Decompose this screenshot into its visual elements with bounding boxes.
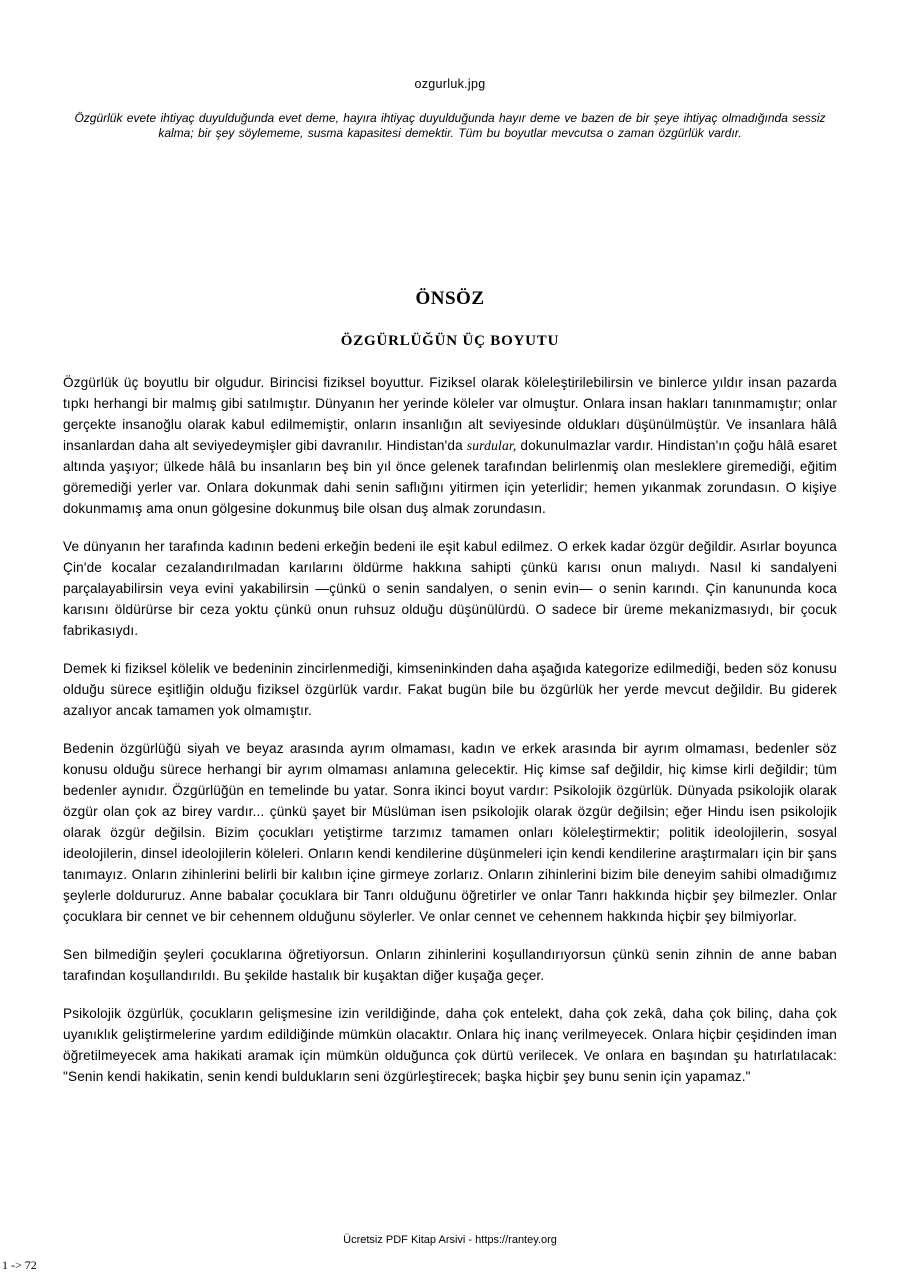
image-caption: ozgurluk.jpg xyxy=(414,77,486,91)
paragraph-1-before: Özgürlük üç boyutlu bir olgudur. Birincisi fiziksel boyuttur. Fiziksel olarak köleleştirilebilirsin ve binlerce yıldır insan pazarda tıpkı herhangi bir malmış gibi satılmıştır. Dünyanın her yerinde köleler var olmuştur. Onlara insan hakları tanınmamıştır; onlar gerçekte insanoğlu olarak kabul edilmemiştir, onların insanlığın alt seviyesinde oldukları düşünülmüştür. Ve insanlara hâlâ insanlardan daha alt seviyedeymişler gibi davranılır. Hindistan'da xyxy=(63,375,837,453)
epigraph: Özgürlük evete ihtiyaç duyulduğunda evet deme, hayıra ihtiyaç duyulduğunda hayır deme ve bazen de bir şeye ihtiyaç olmadığında sessiz kalma; bir şey söylememe, susma kapasitesi demektir. Tüm bu boyutlar mevcutsa o zaman özgürlük vardır. xyxy=(74,111,826,140)
paragraph-4: Bedenin özgürlüğü siyah ve beyaz arasında ayrım olmaması, kadın ve erkek arasında bir ayrım olmaması, bedenler söz konusu olduğu sürece herhangi bir ayrım olmaması anlamına gelecektir. Hiç kimse saf değildir, hiç kimse kirli değildir; tüm bedenler aynıdır. Özgürlüğün en temelinde bu yatar. Sonra ikinci boyut vardır: Psikolojik özgürlük. Dünyada psikolojik olarak özgür olan çok az birey vardır... çünkü şayet bir Müslüman isen psikolojik olarak özgür değilsin; eğer Hindu isen psikolojik olarak özgür değilsin. Bizim çocukları yetiştirme tarzımız tamamen onları köleleştirmektir; politik ideolojilerin, sosyal ideolojilerin, dinsel ideolojilerin köleleri. Onların kendi kendilerine düşünmeleri için kendi kendilerine araştırmaları için bir şans tanımayız. Onların zihinlerini belirli bir kalıbın içine girmeye zorlarız. Onların zihinlerini bizim bile deneyim sahibi olmadığımız şeylerle doldururuz. Anne babalar çocuklara bir Tanrı olduğunu öğretirler ve onlar Tanrı hakkında hiçbir şey bilmezler. Onlar çocuklara bir cennet ve bir cehennem olduğunu söylerler. Ve onlar cennet ve cehennem hakkında hiçbir şey bilmiyorlar. xyxy=(63,741,837,924)
paragraph-1-after: dokunulmazlar vardır. Hindistan'ın çoğu hâlâ esaret altında yaşıyor; ülkede hâlâ bu insanların beş bin yıl önce gelenek tarafından belirlenmiş olan mesleklere giremediği, eğitim göremediği yerler var. Onlara dokunmak dahi senin saflığını yitirmen için yeterlidir; hemen yıkanmak zorundasın. O kişiye dokunmamış ama onun gölgesine dokunmuş bile olsan duş almak zorundasın. xyxy=(63,438,837,516)
paragraph-5: Sen bilmediğin şeyleri çocuklarına öğretiyorsun. Onların zihinlerini koşullandırıyorsun çünkü senin zihnin de anne baban tarafından koşullandırıldı. Bu şekilde hastalık bir kuşaktan diğer kuşağa geçer. xyxy=(63,947,837,983)
paragraph-6: Psikolojik özgürlük, çocukların gelişmesine izin verildiğinde, daha çok entelekt, daha çok zekâ, daha çok bilinç, daha çok uyanıklık geliştirmelerine yardım edildiğinde mümkün olacaktır. Onlara hiç inanç verilmeyecek. Onlara hiçbir çeşidinden iman öğretilmeyecek ama hakikati aramak için mümkün olduğunca çok dürtü verilecek. Ve onlara en başından şu hatırlatılacak: "Senin kendi hakikatin, senin kendi buldukların seni özgürleştirecek; başka hiçbir şey bunu senin için yapamaz." xyxy=(63,1006,837,1084)
page-counter: 1 -> 72 xyxy=(2,1258,37,1272)
paragraph-2: Ve dünyanın her tarafında kadının bedeni erkeğin bedeni ile eşit kabul edilmez. O erkek kadar özgür değildir. Asırlar boyunca Çin'de kocalar cezalandırılmadan karılarını öldürme hakkına sahipti çünkü karısı onun malıydı. Nasıl ki sandalyeni parçalayabilirsin veya evini yakabilirsin —çünkü o senin sandalyen, o senin evin— o senin karındı. Çin kanununda koca karısını öldürürse bir ceza yoktu çünkü onun ruhsuz olduğu düşünülürdü. O sadece bir üreme mekanizmasıydı, bir çocuk fabrikasıydı. xyxy=(63,539,837,638)
chapter-subtitle: ÖZGÜRLÜĞÜN ÜÇ BOYUTU xyxy=(340,333,560,349)
footer-source-link[interactable]: Ücretsiz PDF Kitap Arsivi - https://rantey.org xyxy=(343,1234,557,1246)
paragraph-1 xyxy=(63,372,837,519)
paragraph-3: Demek ki fiziksel kölelik ve bedeninin zincirlenmediği, kimseninkinden daha aşağıda kategorize edilmediği, beden söz konusu olduğu sürece eşitliğin olduğu fiziksel özgürlük vardır. Fakat bugün bile bu özgürlük her yerde mevcut değildir. Bu giderek azalıyor ancak tamamen yok olmamıştır. xyxy=(63,661,837,718)
surdular-emphasis: surdular, xyxy=(466,438,517,453)
chapter-title: ÖNSÖZ xyxy=(415,288,485,309)
body-text xyxy=(63,372,837,1104)
